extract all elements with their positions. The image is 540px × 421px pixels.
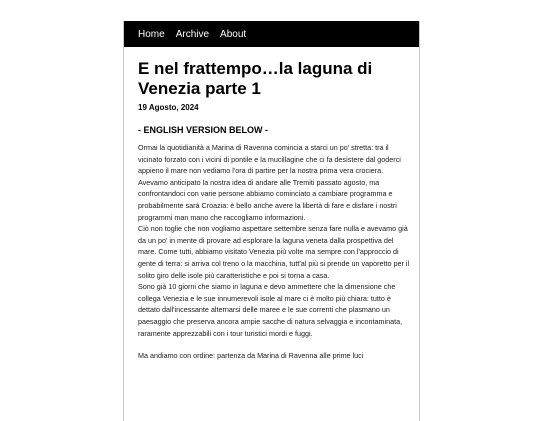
- post-paragraph: Sono già 10 giorni che siamo in laguna e devo ammettere che la dimensione che collega Venezia e le sue innumerevoli isole al mare ci è molto più chiara: tutto è dettato dall'incessante alternarsi delle maree e le sue correnti che plasmano un paesaggio che preserva ancora ampie sacche di natura selvaggia e incontaminata, raramente apprezzabili con i tour turistici mordi e fuggi.: [138, 282, 403, 338]
- blog-page: [123, 21, 420, 421]
- english-version-notice: - ENGLISH VERSION BELOW -: [138, 125, 269, 135]
- nav-archive-link[interactable]: Archive: [175, 28, 210, 40]
- post-paragraph: Ma andiamo con ordine: partenza da Marina di Ravenna alle prime luci: [138, 351, 364, 361]
- post-title: E nel frattempo…la laguna di Venezia parte 1: [138, 59, 373, 98]
- post-body: [138, 142, 410, 362]
- post-paragraph: Ciò non toglie che non vogliamo aspettare settembre senza fare nulla e avevamo già da un po' in mente di provare ad esplorare la laguna veneta dalla prospettiva del mare. Come tutti, abbiamo visitato Venezia più volte ma sempre con l'approccio di gente di terra: si arriva col treno o la macchina, tutt'al più si prende un vaporetto per il solito giro delle isole più caratteristiche e poi si torna a casa.: [138, 224, 410, 280]
- post-paragraph: Avevamo anticipato la nostra idea di andare alle Tremiti passato agosto, ma confrontandoci con varie persone abbiamo cominciato a cambiare programma e probabilmente sarà Croazia: è bello anche avere la libertà di fare e disfare i nostri programmi man mano che raccogliamo informazioni.: [138, 177, 397, 222]
- post-date: 19 Agosto, 2024: [138, 103, 199, 112]
- top-navigation: [124, 21, 419, 47]
- nav-about-link[interactable]: About: [220, 28, 247, 40]
- nav-home-link[interactable]: Home: [138, 28, 165, 40]
- post-paragraph: Ormai la quotidianità a Marina di Ravenna comincia a starci un po' stretta: tra il vicinato forzato con i vicini di pontile e la mucillagine che ci fa desistere dal goderci appieno il mare non vediamo l'ora di partire per la nostra prima vera crociera.: [138, 143, 401, 176]
